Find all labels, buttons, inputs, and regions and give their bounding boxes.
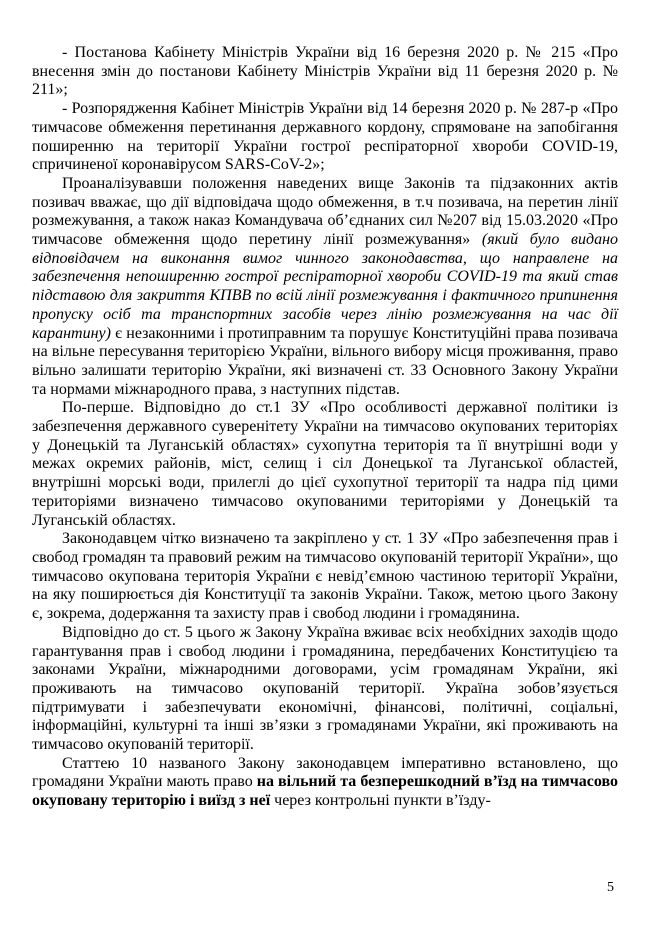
paragraph-law-article-5 <box>32 624 618 755</box>
paragraph-text: - Постанова Кабінету Міністрів України від 16 березня 2020 р. № 215 «Про внесення змін до постанови Кабінету Міністрів України від 11 березня 2020 р. № 211»; <box>32 44 618 99</box>
paragraph-resolution-215 <box>32 44 618 100</box>
paragraph-first-point <box>32 399 618 530</box>
page-number: 5 <box>607 880 614 895</box>
paragraph-text: Статтею 10 названого Закону законодавцем імперативно встановлено, що громадяни України мають право <box>32 754 618 791</box>
paragraph-text: Проаналізувавши положення наведених вище Законів та підзаконних актів позивач вважає, що дії відповідача щодо обмеження, в т.ч позивача, на перетин лінії розмежування, а також наказ Командувача об’єднаних сил №207 від 15.03.2020 «Про тимчасове обмеження щодо перетину лінії розмежування» <box>32 174 618 249</box>
paragraph-text: Відповідно до ст. 5 цього ж Закону Україна вживає всіх необхідних заходів щодо гарантування прав і свобод людини і громадянина, передбачених Конституцією та законами України, міжнародними договорами, усім громадянам України, які проживають на тимчасово окупованій території. Україна зобов’язується підтримувати і забезпечувати економічні, фінансові, політичні, соціальні, інформаційні, культурні та інші зв’язки з громадянами України, які проживають на тимчасово окупованій території. <box>32 623 618 754</box>
document-body <box>32 44 618 811</box>
paragraph-text: Законодавцем чітко визначено та закріплено у ст. 1 ЗУ «Про забезпечення прав і свобод громадян та правовий режим на тимчасово окупованій території України», що тимчасово окупована територія України є невід’ємною частиною території України, на яку поширюється дія Конституції та законів України. Також, метою цього Закону є, зокрема, додержання та захисту прав і свобод людини і громадянина. <box>32 530 618 623</box>
paragraph-text: є незаконними і протиправним та порушує Конституційні права позивача на вільне пересування територією України, вільного вибору місця проживання, право вільно залишати територію України, які визначені ст. 33 Основного Закону України та нормами міжнародного права, з наступних підстав. <box>32 324 618 398</box>
paragraph-law-article-10 <box>32 755 618 811</box>
paragraph-text: через контрольні пункти в’їзду- <box>270 792 491 810</box>
paragraph-analysis <box>32 175 618 399</box>
paragraph-order-287r <box>32 100 618 175</box>
paragraph-text: - Розпорядження Кабінет Міністрів України від 14 березня 2020 р. № 287-р «Про тимчасове обмеження перетинання державного кордону, спрямоване на запобігання поширенню на території України гострої респіраторної хвороби COVID-19, спричиненої коронавірусом SARS-CoV-2»; <box>32 100 618 174</box>
paragraph-law-article-1 <box>32 530 618 624</box>
paragraph-text-bold: на вільний та безперешкодний в’їзд на тимчасово окуповану територію і виїзд з неї <box>32 773 619 810</box>
paragraph-text-italic: (який було видано відповідачем на виконання вимог чинного законодавства, що направлене на забезпечення непоширенню гострої респіраторної хвороби COVID-19 та який став підставою для закриття КПВВ по всій лінії розмежування і фактичного припинення пропуску осіб та транспортних засобів через лінію розмежування на час дії карантину) <box>32 231 619 342</box>
paragraph-text: По-перше. Відповідно до ст.1 ЗУ «Про особливості державної політики із забезпечення державного суверенітету України на тимчасово окупованих територіях у Донецькій та Луганській областях» сухопутна територія та її внутрішні води у межах окремих районів, міст, селищ і сіл Донецької та Луганської областей, внутрішні морські води, прилеглі до цієї сухопутної території та надра під цими територіями визначено тимчасово окупованими територіями у Донецькій та Луганській областях. <box>32 399 618 529</box>
